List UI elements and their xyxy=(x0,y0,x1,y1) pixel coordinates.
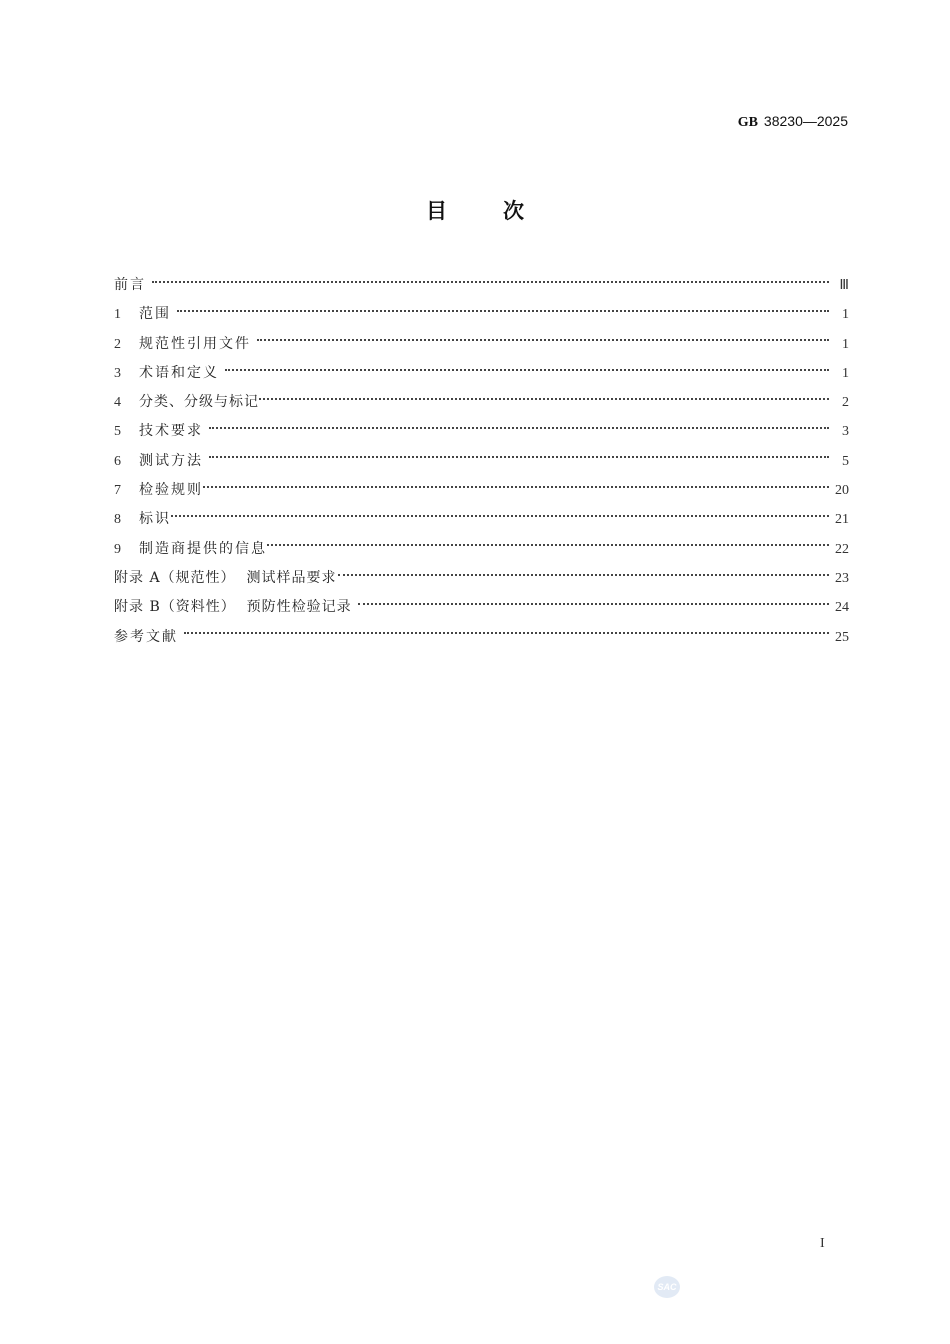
toc-page: 20 xyxy=(835,483,849,499)
toc-entry-foreword[interactable] xyxy=(114,271,849,300)
dot-leader xyxy=(209,427,829,429)
toc-label: 附录 A（规范性） 测试样品要求 xyxy=(114,569,337,586)
toc-number: 9 xyxy=(114,541,121,557)
standard-prefix: GB xyxy=(737,115,758,130)
toc-page: 1 xyxy=(842,307,849,323)
toc-page: Ⅲ xyxy=(839,278,849,293)
toc-page: 23 xyxy=(835,570,849,586)
dot-leader xyxy=(358,603,829,605)
toc-page: 1 xyxy=(842,336,849,352)
toc-entry-7[interactable] xyxy=(114,476,849,505)
toc-number: 2 xyxy=(114,336,121,352)
toc-number: 5 xyxy=(114,424,121,440)
toc-page: 22 xyxy=(835,541,849,557)
dot-leader xyxy=(184,632,829,634)
toc-entry-bibliography[interactable] xyxy=(114,623,849,652)
toc-number: 6 xyxy=(114,453,121,469)
toc-label: 制造商提供的信息 xyxy=(139,540,267,557)
dot-leader xyxy=(267,544,829,546)
title-char-1: 目 xyxy=(426,199,447,223)
toc-label: 测试方法 xyxy=(139,452,203,469)
page-number: I xyxy=(820,1236,825,1251)
toc-label: 前言 xyxy=(114,277,146,293)
toc-label: 分类、分级与标记 xyxy=(139,394,259,411)
toc-entry-4[interactable] xyxy=(114,388,849,417)
toc-page: 2 xyxy=(842,395,849,411)
toc-label: 附录 B（资料性） 预防性检验记录 xyxy=(114,599,352,616)
toc-entry-3[interactable] xyxy=(114,359,849,388)
table-of-contents xyxy=(114,271,849,652)
dot-leader xyxy=(171,515,829,517)
dot-leader xyxy=(257,339,829,341)
toc-label: 技术要求 xyxy=(139,423,203,440)
toc-page: 25 xyxy=(835,629,849,645)
toc-entry-9[interactable] xyxy=(114,535,849,564)
toc-label: 检验规则 xyxy=(139,482,203,499)
toc-number: 4 xyxy=(114,395,121,411)
dot-leader xyxy=(225,369,829,371)
standard-number: 38230—2025 xyxy=(763,113,848,129)
dot-leader xyxy=(209,456,829,458)
dot-leader xyxy=(152,281,829,283)
toc-label: 标识 xyxy=(139,511,171,528)
title-char-2: 次 xyxy=(503,199,524,223)
toc-page: 3 xyxy=(842,424,849,440)
toc-page: 24 xyxy=(835,600,849,616)
dot-leader xyxy=(177,310,829,312)
toc-label: 范围 xyxy=(139,306,171,323)
sac-watermark-logo: SAC xyxy=(654,1276,680,1298)
toc-number: 1 xyxy=(114,307,121,323)
toc-number: 3 xyxy=(114,365,121,381)
toc-entry-1[interactable] xyxy=(114,300,849,329)
dot-leader xyxy=(338,574,829,576)
standard-code xyxy=(738,113,848,131)
toc-entry-6[interactable] xyxy=(114,447,849,476)
toc-label: 参考文献 xyxy=(114,628,178,645)
toc-page: 1 xyxy=(842,365,849,381)
page-title xyxy=(0,195,950,225)
toc-entry-2[interactable] xyxy=(114,330,849,359)
toc-entry-8[interactable] xyxy=(114,505,849,534)
toc-entry-annex-b[interactable] xyxy=(114,593,849,622)
toc-number: 8 xyxy=(114,512,121,528)
toc-number: 7 xyxy=(114,483,121,499)
toc-label: 规范性引用文件 xyxy=(139,335,251,352)
toc-page: 5 xyxy=(842,453,849,469)
toc-entry-annex-a[interactable] xyxy=(114,564,849,593)
dot-leader xyxy=(259,398,829,400)
toc-page: 21 xyxy=(835,512,849,528)
toc-entry-5[interactable] xyxy=(114,417,849,446)
dot-leader xyxy=(203,486,829,488)
toc-label: 术语和定义 xyxy=(139,364,219,381)
